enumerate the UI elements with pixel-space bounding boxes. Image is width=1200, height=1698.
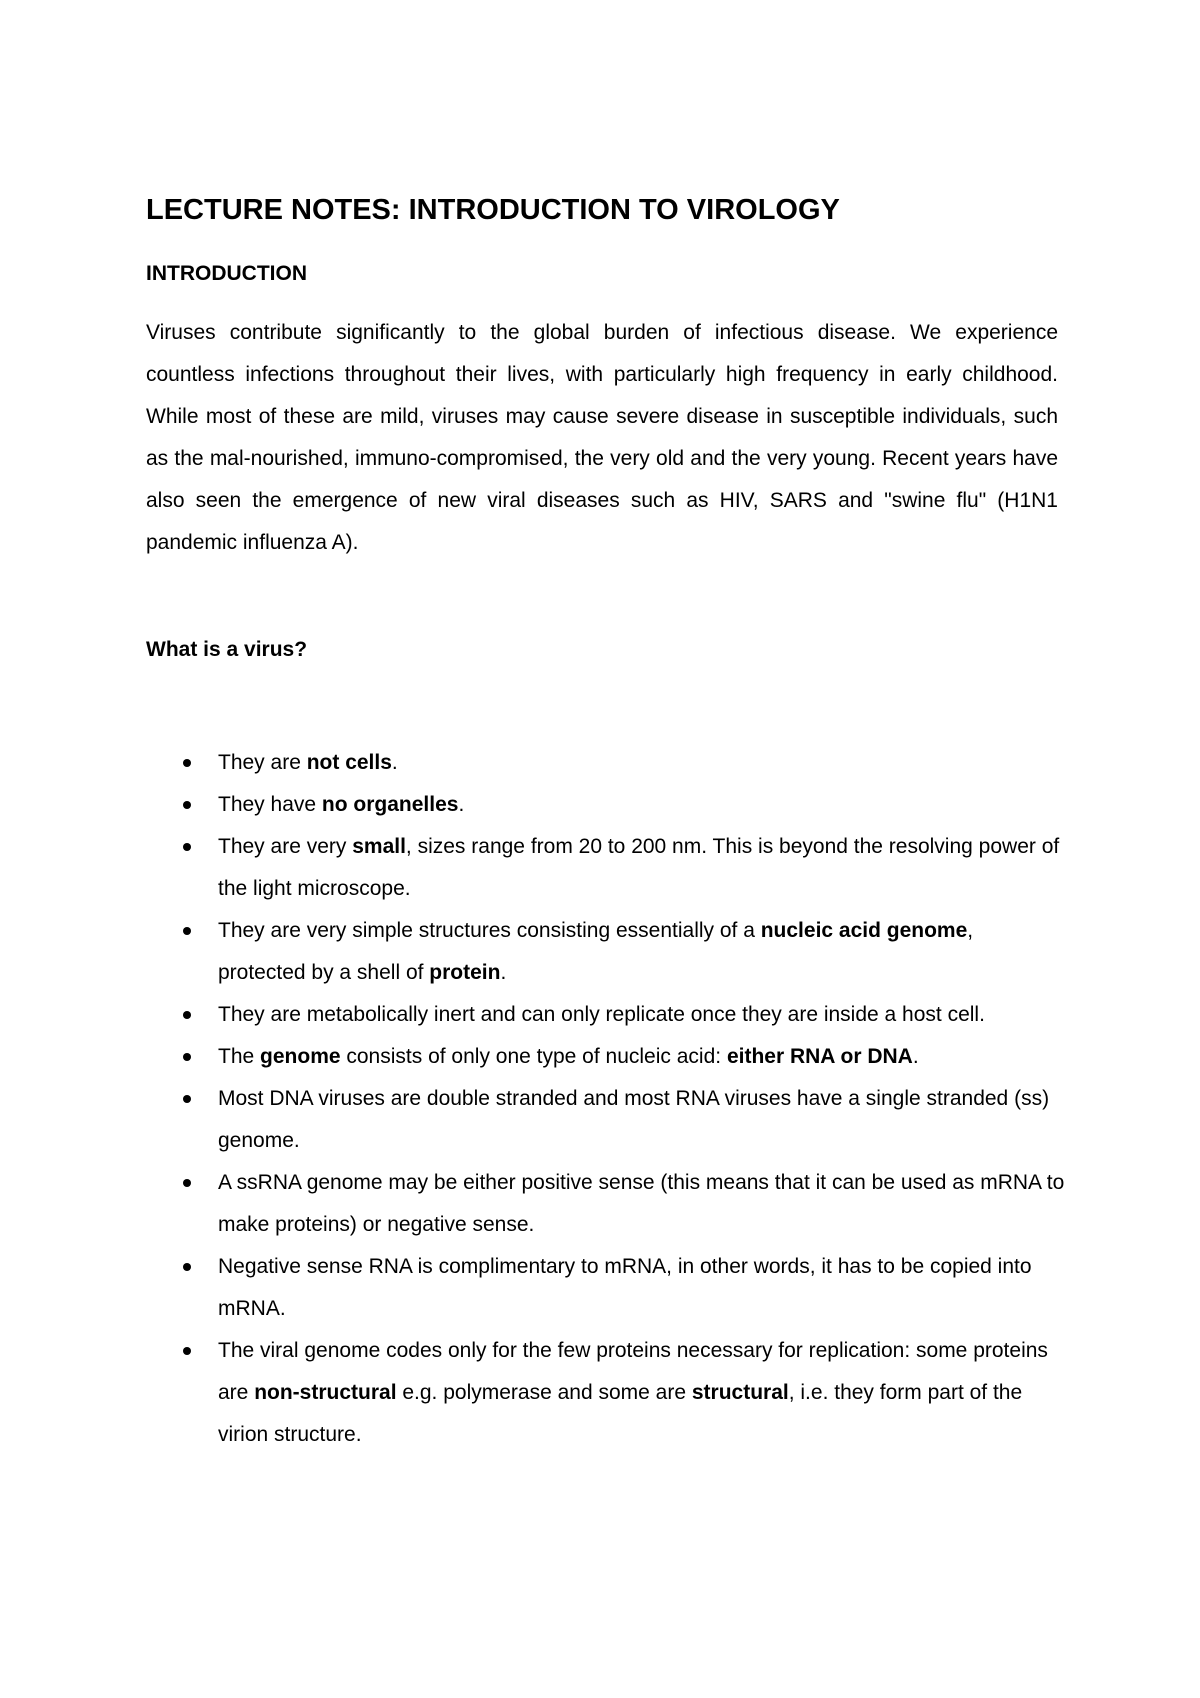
list-item-text xyxy=(218,793,464,816)
bold-term: structural xyxy=(691,1381,789,1404)
bullet-icon xyxy=(183,1347,191,1355)
list-item-text xyxy=(218,1339,1048,1446)
text-run: A ssRNA genome may be either positive sense (this means that it can be used as mRNA to make proteins) or negative sense. xyxy=(218,1171,1065,1236)
bold-term: not cells xyxy=(306,751,392,774)
text-run: . xyxy=(500,961,507,984)
list-item xyxy=(146,1162,1066,1246)
bullet-icon xyxy=(183,1095,191,1103)
introduction-paragraph: Viruses contribute significantly to the global burden of infectious disease. We experience countless infections throughout their lives, with particularly high frequency in early childhood. While most of these are mild, viruses may cause severe disease in susceptible individuals, such as the mal-nourished, immuno-compromised, the very old and the very young. Recent years have also seen the emergence of new viral diseases such as HIV, SARS and "swine flu" (H1N1 pandemic influenza A). xyxy=(146,321,1058,554)
text-run: , i.e. they form part of the virion structure. xyxy=(218,1381,1023,1446)
bullet-icon xyxy=(183,801,191,809)
list-item xyxy=(146,994,1066,1036)
text-run: , sizes range from 20 to 200 nm. This is beyond the resolving power of the light microscope. xyxy=(218,835,1060,900)
text-run: They have xyxy=(218,793,322,816)
list-item xyxy=(146,784,1066,826)
text-run: They are xyxy=(218,751,307,774)
bullet-icon xyxy=(183,1011,191,1019)
text-run: The xyxy=(218,1045,261,1068)
list-item-text xyxy=(218,1045,919,1068)
bold-term: small xyxy=(352,835,406,858)
bold-term: genome xyxy=(260,1045,341,1068)
text-run: Most DNA viruses are double stranded and most RNA viruses have a single stranded (ss) genome. xyxy=(218,1087,1050,1152)
bold-term: no organelles xyxy=(321,793,459,816)
text-run: consists of only one type of nucleic acid: xyxy=(340,1045,727,1068)
text-run: . xyxy=(458,793,465,816)
list-item-text xyxy=(218,919,973,984)
list-item xyxy=(146,826,1066,910)
list-item xyxy=(146,1078,1066,1162)
text-run: , protected by a shell of xyxy=(218,919,974,984)
introduction-heading: INTRODUCTION xyxy=(146,262,307,285)
list-item-text xyxy=(218,835,1059,900)
text-run: They are metabolically inert and can only replicate once they are inside a host cell. xyxy=(218,1003,985,1026)
list-item-text xyxy=(218,1171,1064,1236)
list-item xyxy=(146,742,1066,784)
bullet-icon xyxy=(183,843,191,851)
bold-term: non-structural xyxy=(254,1381,397,1404)
list-item-text xyxy=(218,1087,1049,1152)
bullet-icon xyxy=(183,1053,191,1061)
text-run: They are very simple structures consisting essentially of a xyxy=(218,919,761,942)
list-item-text xyxy=(218,1003,985,1026)
bold-term: either RNA or DNA xyxy=(726,1045,913,1068)
text-run: They are very xyxy=(218,835,353,858)
list-item xyxy=(146,1036,1066,1078)
bullet-icon xyxy=(183,1179,191,1187)
bold-term: protein xyxy=(429,961,501,984)
bullet-icon xyxy=(183,1263,191,1271)
list-item xyxy=(146,1246,1066,1330)
text-run: Negative sense RNA is complimentary to mRNA, in other words, it has to be copied into mRNA. xyxy=(218,1255,1032,1320)
list-item-text xyxy=(218,1255,1032,1320)
list-item xyxy=(146,1330,1066,1456)
document-title: LECTURE NOTES: INTRODUCTION TO VIROLOGY xyxy=(146,194,840,226)
text-run: e.g. polymerase and some are xyxy=(396,1381,692,1404)
list-item-text xyxy=(218,751,398,774)
what-is-a-virus-heading: What is a virus? xyxy=(146,638,308,661)
bullet-icon xyxy=(183,927,191,935)
list-item xyxy=(146,910,1066,994)
text-run: . xyxy=(391,751,398,774)
bold-term: nucleic acid genome xyxy=(760,919,968,942)
text-run: . xyxy=(912,1045,919,1068)
bullet-icon xyxy=(183,759,191,767)
virus-facts-list xyxy=(146,742,1066,1456)
text-run: The viral genome codes only for the few proteins necessary for replication: some proteins are xyxy=(218,1339,1048,1404)
